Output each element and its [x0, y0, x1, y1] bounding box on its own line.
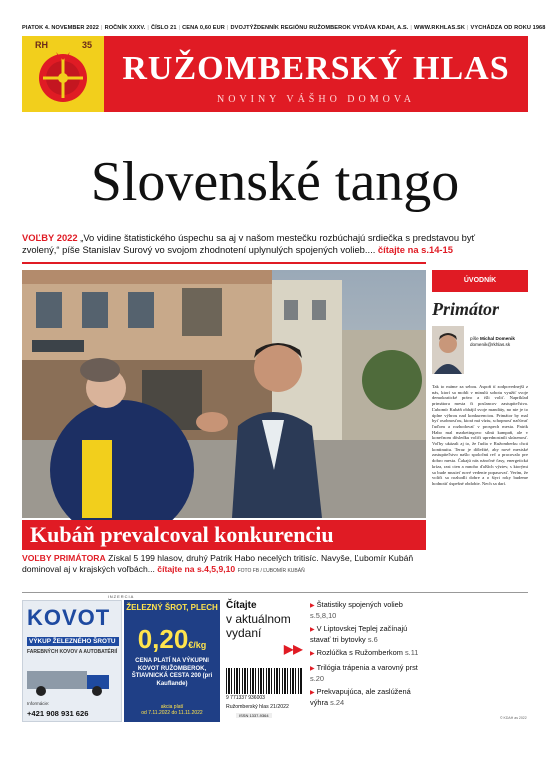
logo-initials: RH: [35, 40, 48, 50]
teaser-item[interactable]: ▶ Trilógia trápenia a varovný prst s.20: [310, 663, 418, 683]
issue-number: ČÍSLO 21: [150, 25, 177, 31]
barcode-number: 9 771337 936003: [226, 695, 265, 701]
triangle-bullet-icon: ▶: [310, 603, 315, 609]
cover-kicker: VOĽBY PRIMÁTORA: [22, 553, 106, 563]
cover-text: Získal 5 199 hlasov, druhý Patrik Habo necelých tritisíc. Navyše, Ľubomír Kubáň dominoval aj v krajských voľbách...: [22, 553, 414, 574]
teaser-item[interactable]: ▶ Prekvapujúca, ale zaslúžená výhra s.24: [310, 687, 411, 707]
main-headline[interactable]: Slovenské tango: [90, 151, 460, 213]
recycling-truck-icon: [27, 661, 119, 697]
author-portrait-icon: [432, 326, 464, 374]
website[interactable]: WWW.RKHLAS.SK: [413, 25, 465, 31]
author-email[interactable]: domenik@rkhlas.sk: [470, 342, 511, 347]
masthead: [22, 36, 528, 112]
issue-price: CENA 0,60 EUR: [182, 25, 225, 31]
ad-label: INZERCIA: [107, 594, 135, 599]
triangle-bullet-icon: ▶: [310, 666, 315, 672]
cover-photo-illustration: [22, 270, 426, 518]
teaser-item[interactable]: ▶ Štatistiky spojených volieb s.5,8,10: [310, 600, 403, 620]
kovot-line2: FAREBNÝCH KOVOV A AUTOBATÉRIÍ: [27, 649, 118, 655]
masthead-title-box: [104, 36, 528, 112]
promo-line2: v aktuálnom vydaní: [226, 612, 291, 640]
scrap-price-ad[interactable]: [124, 600, 220, 722]
inside-teasers: [310, 600, 428, 711]
kovot-info-label: Informácie:: [27, 701, 50, 706]
bottom-divider: [22, 592, 528, 593]
promo-line1: Čítajte: [226, 600, 257, 611]
editorial-body: Tak to máme za sebou. Aspoň tí zodpovednejší z nás, ktorí sa mohli v minulú sobotu využiť svoje demokratické právo a išli voliť. Napríklad primátora mesta či poslancov zastupiteľstva. Ľubomír Kubáň obhájil svoje mandáty, no nie je to úplne výhrou nad konkurenciou. Primátor by mal byť osobnosťou, ktorá má víziu, schopnosť načúvať ľuďom a rozhodovať v prospech mesta. Patrik Habo mal marketingovo silnú kampaň, ale v konečnom dôsledku voliči uprednostnili skúsenosť. Voľby ukázali aj to, že ľudia v Ružomberku chcú kontinuitu. Teraz je dôležité, aby nové mestské zastupiteľstvo našlo spoločnú reč a pracovalo pre dobro mesta. Čakajú nás náročné časy, energetická kríza, rast cien a mnoho ďalších výziev, s ktorými sa bude musieť nové vedenie popasovať. Verím, že voliči sa rozhodli dobre a o štyri roky budeme hodnotiť úspešné obdobie. Nech sa darí.: [432, 384, 528, 486]
current-issue-promo: [226, 600, 302, 722]
issue-info-bar: PIATOK 4. NOVEMBER 2022 | ROČNÍK XXXV. | ČÍSLO 21 | CENA 0,60 EUR | DVOJTÝŽDENNÍK REGIÓNU RUŽOMBEROK VYDÁVA KDAH, A.S. | WWW.RKHLAS.SK | VYCHÁDZA OD ROKU 1968: [22, 22, 528, 34]
issue-volume: ROČNÍK XXXV.: [104, 25, 146, 31]
editorial-title[interactable]: Primátor: [432, 299, 500, 319]
lead-divider: [22, 262, 426, 264]
lead-link[interactable]: čítajte na s.14-15: [377, 244, 453, 255]
price-ad-heading: ŽELEZNÝ ŠROT, PLECH: [126, 603, 218, 612]
published-since: VYCHÁDZA OD ROKU 1968: [470, 25, 546, 31]
editorial-badge: ÚVODNÍK: [432, 270, 528, 292]
cover-link[interactable]: čítajte na s.4,5,9,10: [157, 564, 236, 574]
lead-kicker: VOĽBY 2022: [22, 232, 78, 243]
lead-text: „Vo vidine štatistického úspechu sa aj v našom mestečku rozbúchajú srdiečka s predstavou byť zvolený,“ píše Stanislav Surový vo svojom zhodnotení uplynulých spojených volieb....: [22, 232, 476, 255]
photo-credit: FOTO FB / ĽUBOMÍR KUBÁŇ: [237, 568, 305, 574]
triangle-bullet-icon: ▶: [310, 690, 315, 696]
lead-paragraph: [22, 232, 508, 256]
author-photo: [432, 326, 464, 374]
copyright-credit: © KDAH as 2022: [500, 716, 527, 720]
triangle-bullet-icon: ▶: [310, 627, 315, 633]
author-prefix: píše: [470, 336, 479, 341]
price-ad-dates: akcia platí od 7.11.2022 do 11.11.2022: [141, 704, 203, 716]
triangle-bullet-icon: ▶: [310, 651, 315, 657]
author-name: Michal Domenik: [479, 336, 515, 341]
newspaper-tagline: NOVINY VÁŠHO DOMOVA: [216, 94, 416, 105]
publisher-info: DVOJTÝŽDENNÍK REGIÓNU RUŽOMBEROK VYDÁVA KDAH, A.S.: [230, 25, 409, 31]
kovot-phone[interactable]: +421 908 931 626: [27, 709, 89, 718]
issue-label: Ružomberský hlas 21/2022: [226, 704, 289, 710]
kovot-line1: VÝKUP ŽELEZNÉHO ŠROTU: [27, 637, 119, 646]
rose-emblem-icon: [22, 36, 104, 112]
coat-of-arms-logo: [22, 36, 104, 112]
cover-story-teaser: [22, 553, 426, 577]
price-ad-body: CENA PLATÍ NA VÝKUPNI KOVOT RUŽOMBEROK, ŠTIAVNICKÁ CESTA 200 (pri Kauflande): [131, 658, 213, 687]
price-ad-value: 0,20€/kg: [137, 624, 207, 654]
cover-story-title[interactable]: Kubáň prevalcoval konkurenciu: [22, 520, 426, 550]
teaser-item[interactable]: ▶ V Liptovskej Teplej začínajú stavať tri bytovky s.6: [310, 624, 408, 644]
logo-anniversary: 35: [81, 40, 92, 50]
issn-label: ISSN 1337-9364: [236, 713, 272, 718]
editorial-author: [432, 326, 528, 376]
issue-date: PIATOK 4. NOVEMBER 2022: [22, 25, 100, 31]
barcode: [226, 668, 302, 694]
teaser-item[interactable]: ▶ Rozlúčka s Ružomberkom s.11: [310, 648, 419, 657]
double-arrow-icon: ▶▶: [284, 642, 303, 656]
newspaper-name: RUŽOMBERSKÝ HLAS: [122, 50, 510, 87]
kovot-ad[interactable]: [22, 600, 122, 722]
cover-photo: [22, 270, 426, 518]
kovot-brand: KOVOT: [27, 605, 111, 630]
